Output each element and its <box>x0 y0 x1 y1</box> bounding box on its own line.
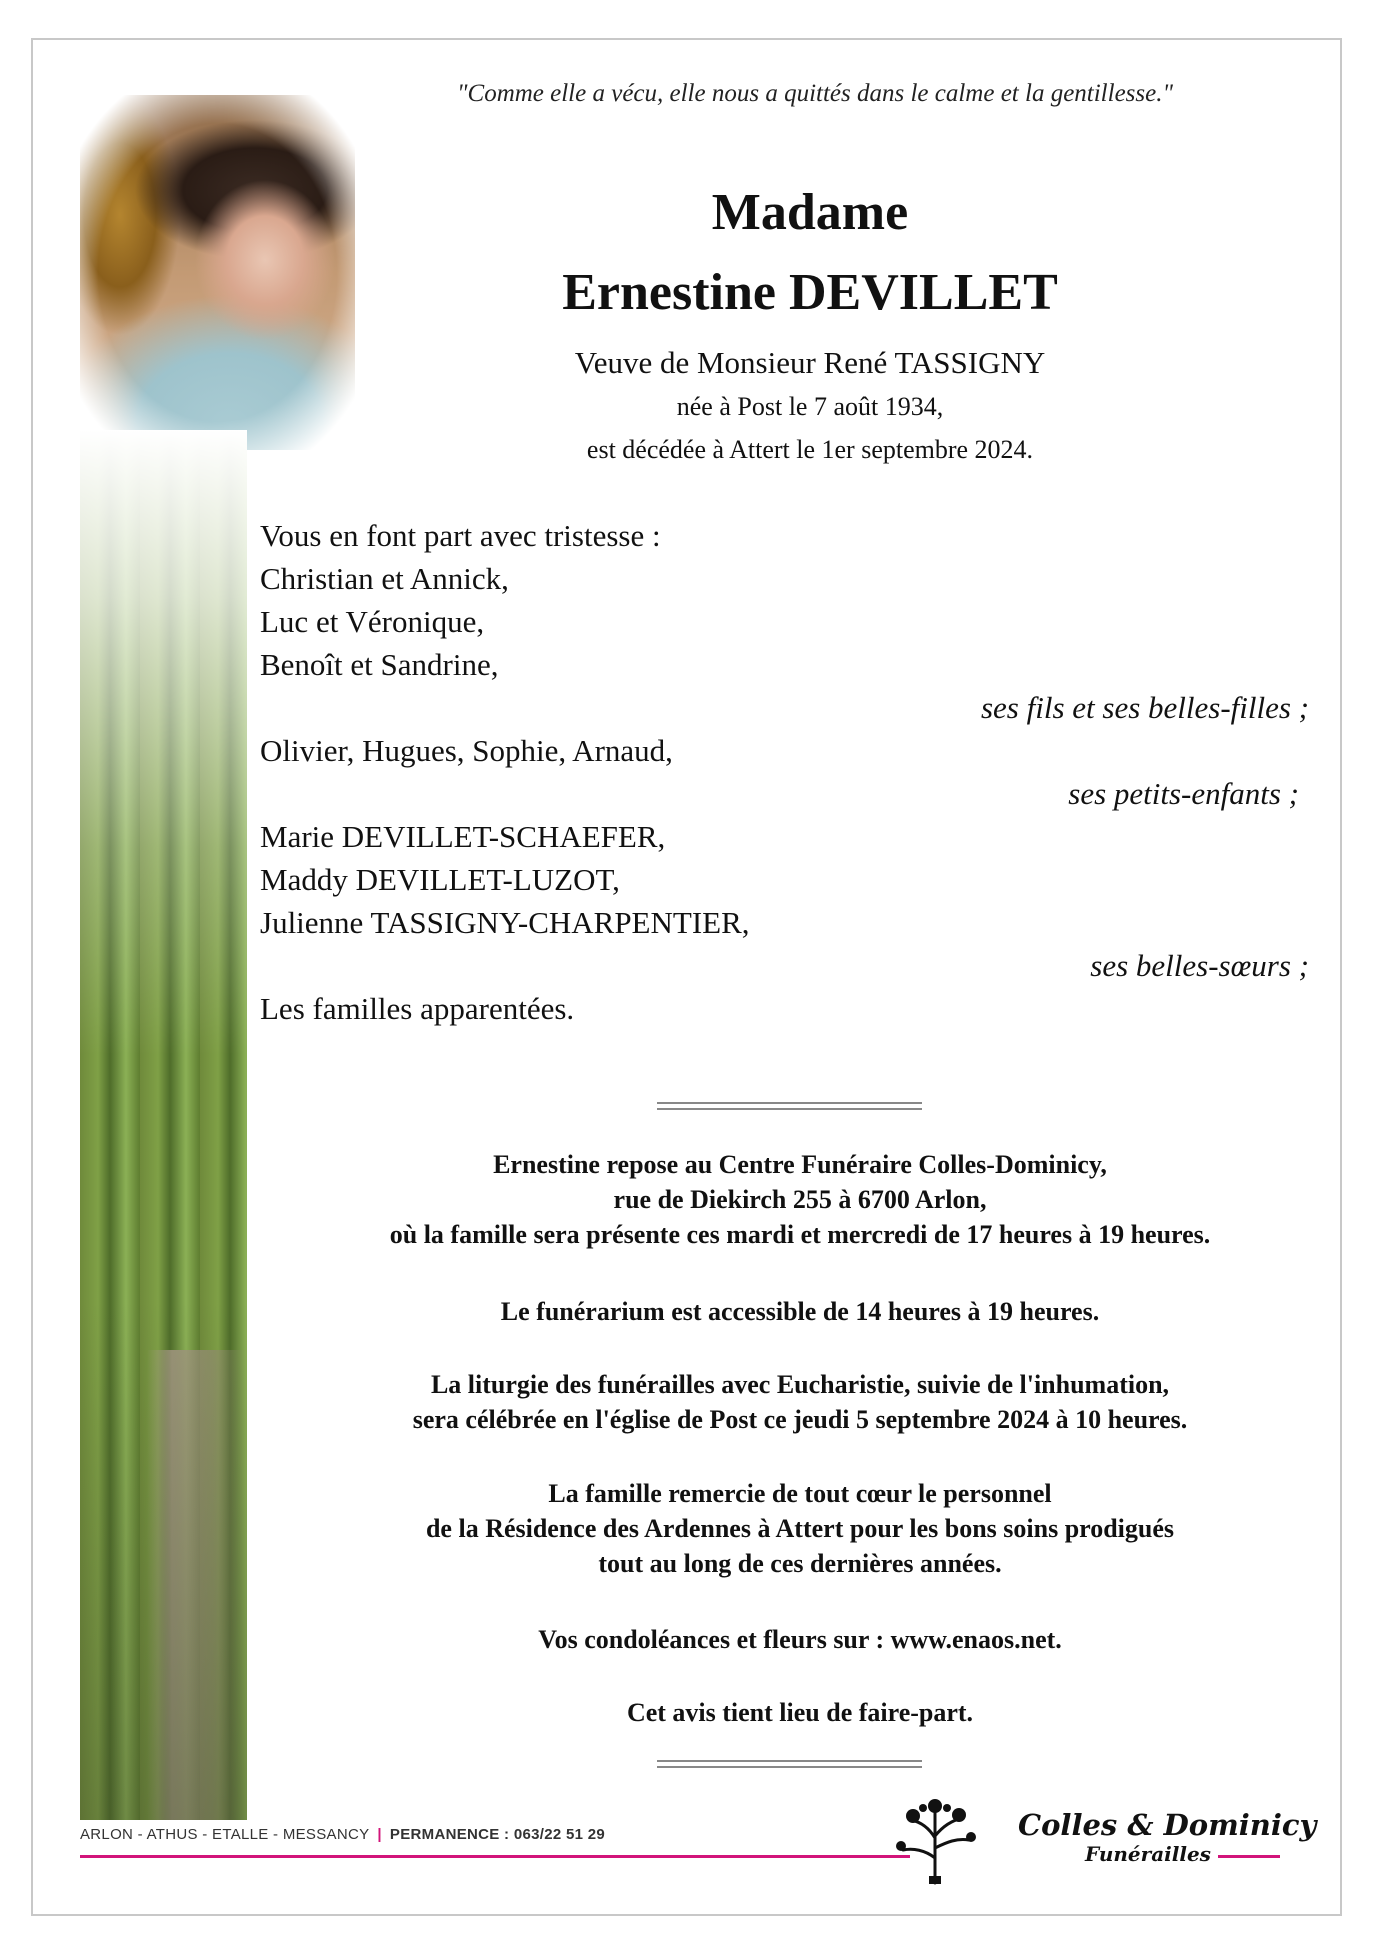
brand-name: Colles & Dominicy <box>1018 1808 1317 1842</box>
divider-top <box>657 1102 922 1110</box>
salutation: Madame <box>711 184 909 241</box>
rest-block <box>260 1147 1340 1252</box>
relatives-line: Les familles apparentées. <box>260 991 575 1026</box>
thanks-line: de la Résidence des Ardennes à Attert pour les bons soins prodigués <box>425 1514 1175 1543</box>
condolences-line: Vos condoléances et fleurs sur : www.enaos.net. <box>538 1625 1062 1654</box>
divider-bottom <box>657 1760 922 1768</box>
child-line: Christian et Annick, <box>260 561 509 596</box>
sister-in-law-line: Maddy DEVILLET-LUZOT, <box>260 862 620 897</box>
rest-line: Ernestine repose au Centre Funéraire Colles-Dominicy, <box>493 1150 1107 1179</box>
liturgy-line: sera célébrée en l'église de Post ce jeudi 5 septembre 2024 à 10 heures. <box>412 1405 1188 1434</box>
death-line: est décédée à Attert le 1er septembre 2024. <box>586 435 1034 464</box>
child-line: Luc et Véronique, <box>260 604 485 639</box>
sisters-in-law-role: ses belles-sœurs ; <box>1090 948 1309 983</box>
thanks-line: La famille remercie de tout cœur le personnel <box>548 1479 1052 1508</box>
brand-subtitle: Funérailles <box>1085 1842 1211 1866</box>
grandchildren-line: Olivier, Hugues, Sophie, Arnaud, <box>260 733 673 768</box>
tree-logo-icon <box>885 1788 985 1888</box>
footer-contact <box>80 1826 605 1843</box>
child-line: Benoît et Sandrine, <box>260 647 499 682</box>
rest-line: rue de Diekirch 255 à 6700 Arlon, <box>613 1185 987 1214</box>
sister-in-law-line: Marie DEVILLET-SCHAEFER, <box>260 819 666 854</box>
forest-shade <box>80 1300 247 1820</box>
birth-line: née à Post le 7 août 1934, <box>676 392 944 421</box>
access-line: Le funérarium est accessible de 14 heures à 19 heures. <box>500 1297 1100 1326</box>
epitaph-quote: "Comme elle a vécu, elle nous a quittés dans le calme et la gentillesse." <box>457 80 1173 107</box>
children-role: ses fils et ses belles-filles ; <box>980 690 1309 725</box>
footer-accent-line <box>80 1855 910 1858</box>
family-intro: Vous en font part avec tristesse : <box>260 518 661 553</box>
deceased-name: Ernestine DEVILLET <box>562 264 1058 321</box>
widow-line: Veuve de Monsieur René TASSIGNY <box>574 345 1046 380</box>
liturgy-line: La liturgie des funérailles avec Eucharistie, suivie de l'inhumation, <box>430 1370 1170 1399</box>
thanks-line: tout au long de ces dernières années. <box>598 1549 1002 1578</box>
notice-line: Cet avis tient lieu de faire-part. <box>626 1698 974 1727</box>
footer-separator: | <box>377 1826 382 1843</box>
sister-in-law-line: Julienne TASSIGNY-CHARPENTIER, <box>260 905 750 940</box>
footer-permanence: PERMANENCE : 063/22 51 29 <box>389 1826 605 1843</box>
thanks-block <box>260 1476 1340 1581</box>
footer-accent-line-short <box>1218 1855 1280 1858</box>
liturgy-block <box>260 1367 1340 1437</box>
footer-locations: ARLON - ATHUS - ETALLE - MESSANCY <box>80 1826 370 1843</box>
rest-line: où la famille sera présente ces mardi et mercredi de 17 heures à 19 heures. <box>389 1220 1211 1249</box>
grandchildren-role: ses petits-enfants ; <box>1068 776 1299 811</box>
